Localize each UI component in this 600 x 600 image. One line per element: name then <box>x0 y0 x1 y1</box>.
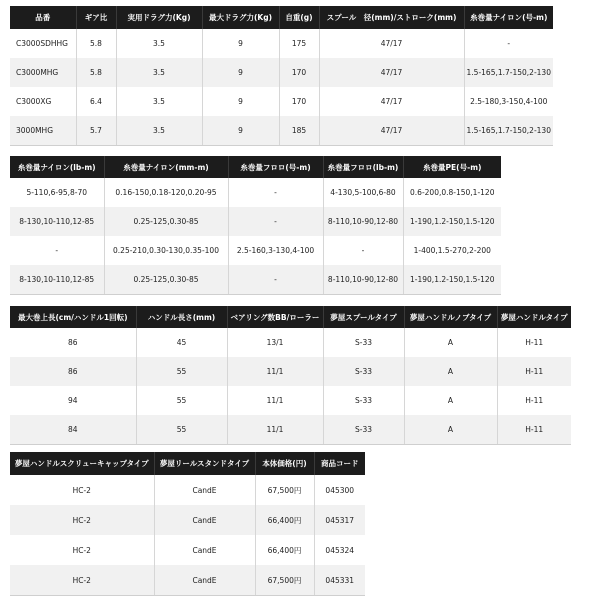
table-cell: 185 <box>279 116 319 146</box>
col-header-yumeya-knob: 夢屋ハンドルノブタイプ <box>404 306 497 328</box>
table-row <box>10 178 501 207</box>
table-row <box>10 357 571 386</box>
col-header-max-retrieve: 最大巻上長(cm/ハンドル1回転) <box>10 306 136 328</box>
col-header-nylon-go: 糸巻量ナイロン(号-m) <box>464 6 553 29</box>
table-cell: 5.7 <box>76 116 116 146</box>
table-cell: - <box>228 178 323 207</box>
table-cell: 47/17 <box>319 87 464 116</box>
table-cell: C3000MHG <box>10 58 76 87</box>
table-cell: HC-2 <box>10 535 154 565</box>
col-header-product-code: 商品コード <box>314 452 365 475</box>
table-cell: 11/1 <box>227 357 323 386</box>
table-cell: HC-2 <box>10 505 154 535</box>
table-cell: A <box>404 328 497 357</box>
table-cell: 045324 <box>325 545 355 555</box>
table-cell: CandE <box>154 535 255 565</box>
table-cell: 67,500円 <box>255 565 314 596</box>
table-cell: 0.25-125,0.30-85 <box>104 207 228 236</box>
table-cell: 1-190,1.2-150,1.5-120 <box>403 265 501 295</box>
table-row <box>10 328 571 357</box>
spec-table-3-header <box>10 306 571 328</box>
spec-table-4-header <box>10 452 365 475</box>
col-header-nylon-mm: 糸巻量ナイロン(mm-m) <box>104 156 228 178</box>
table-cell: 0.16-150,0.18-120,0.20-95 <box>104 178 228 207</box>
table-cell: 5.8 <box>76 58 116 87</box>
col-header-nylon-lb: 糸巻量ナイロン(lb-m) <box>10 156 104 178</box>
table-cell: 3000MHG <box>10 116 76 146</box>
table-cell: 11/1 <box>227 386 323 415</box>
spec-table-2 <box>10 156 501 295</box>
table-cell: C3000SDHHG <box>10 29 76 58</box>
table-cell: 11/1 <box>227 415 323 445</box>
table-cell: 55 <box>136 357 227 386</box>
table-cell: 1.5-165,1.7-150,2-130 <box>464 116 553 146</box>
table-row <box>10 415 571 445</box>
table-cell: 170 <box>279 58 319 87</box>
table-cell: CandE <box>154 565 255 596</box>
table-cell: - <box>507 39 511 48</box>
table-cell: 47/17 <box>319 116 464 146</box>
table-row <box>10 236 501 265</box>
table-row <box>10 535 365 565</box>
table-cell: 66,400円 <box>255 505 314 535</box>
table-cell: 9 <box>202 29 279 58</box>
table-cell: 3.5 <box>116 29 202 58</box>
table-cell: 67,500円 <box>255 475 314 505</box>
col-header-spool-size: スプール 径(mm)/ストローク(mm) <box>319 6 464 29</box>
table-cell: 55 <box>136 386 227 415</box>
col-header-price: 本体価格(円) <box>255 452 314 475</box>
col-header-weight: 自重(g) <box>279 6 319 29</box>
table-cell: 66,400円 <box>255 535 314 565</box>
table-cell: 2.5-160,3-130,4-100 <box>228 236 323 265</box>
col-header-fluoro-go: 糸巻量フロロ(号-m) <box>228 156 323 178</box>
col-header-bearings: ベアリング数BB/ローラー <box>227 306 323 328</box>
table-cell: 9 <box>202 87 279 116</box>
table-cell: 8-130,10-110,12-85 <box>10 207 104 236</box>
table-cell: H-11 <box>525 396 544 405</box>
table-cell: 3.5 <box>116 58 202 87</box>
table-cell: 47/17 <box>319 58 464 87</box>
table-cell: 45 <box>136 328 227 357</box>
table-cell: 3.5 <box>116 116 202 146</box>
table-cell: 045331 <box>314 565 365 596</box>
spec-table-2-header <box>10 156 501 178</box>
table-cell: S-33 <box>323 415 404 445</box>
spec-table-1 <box>10 6 553 146</box>
table-cell: C3000XG <box>10 87 76 116</box>
table-cell: 1-190,1.2-150,1.5-120 <box>403 207 501 236</box>
table-cell: 86 <box>10 328 136 357</box>
table-row <box>10 475 365 505</box>
table-cell: - <box>323 236 403 265</box>
table-cell: 94 <box>10 386 136 415</box>
table-cell: 8-130,10-110,12-85 <box>10 265 104 295</box>
col-header-practical-drag: 実用ドラグ力(Kg) <box>116 6 202 29</box>
col-header-fluoro-lb: 糸巻量フロロ(lb-m) <box>323 156 403 178</box>
table-cell: 175 <box>279 29 319 58</box>
table-row <box>10 265 501 295</box>
col-header-model: 品番 <box>10 6 76 29</box>
table-row <box>10 386 571 415</box>
col-header-reel-stand: 夢屋リールスタンドタイプ <box>154 452 255 475</box>
col-header-yumeya-spool: 夢屋スプールタイプ <box>323 306 404 328</box>
table-cell: 86 <box>10 357 136 386</box>
table-cell: 55 <box>136 415 227 445</box>
table-cell: A <box>404 386 497 415</box>
table-cell: 170 <box>279 87 319 116</box>
table-cell: 045317 <box>314 505 365 535</box>
table-cell: 0.6-200,0.8-150,1-120 <box>410 188 495 197</box>
table-cell: H-11 <box>497 357 571 386</box>
spec-table-1-header <box>10 6 553 29</box>
table-cell: S-33 <box>323 386 404 415</box>
table-row <box>10 29 553 58</box>
table-cell: 045300 <box>325 485 355 495</box>
table-row <box>10 565 365 596</box>
table-row <box>10 207 501 236</box>
table-cell: HC-2 <box>10 475 154 505</box>
col-header-max-drag: 最大ドラグ力(Kg) <box>202 6 279 29</box>
table-cell: 2.5-180,3-150,4-100 <box>470 97 548 106</box>
table-cell: - <box>228 265 323 295</box>
table-cell: 0.25-125,0.30-85 <box>104 265 228 295</box>
table-cell: S-33 <box>323 357 404 386</box>
table-cell: S-33 <box>323 328 404 357</box>
table-cell: A <box>404 357 497 386</box>
table-cell: 9 <box>202 58 279 87</box>
table-cell: 8-110,10-90,12-80 <box>323 265 403 295</box>
table-cell: - <box>228 207 323 236</box>
table-cell: 5-110,6-95,8-70 <box>10 178 104 207</box>
table-cell: 9 <box>202 116 279 146</box>
col-header-screw-cap: 夢屋ハンドルスクリューキャップタイプ <box>10 452 154 475</box>
table-cell: 5.8 <box>76 29 116 58</box>
table-row <box>10 116 553 146</box>
table-cell: 1-400,1.5-270,2-200 <box>413 246 491 255</box>
col-header-yumeya-handle: 夢屋ハンドルタイプ <box>497 306 571 328</box>
spec-table-3 <box>10 306 571 445</box>
col-header-handle-length: ハンドル長さ(mm) <box>136 306 227 328</box>
table-cell: 47/17 <box>319 29 464 58</box>
table-cell: CandE <box>154 505 255 535</box>
table-cell: H-11 <box>525 338 544 347</box>
table-cell: 1.5-165,1.7-150,2-130 <box>464 58 553 87</box>
spec-table-4 <box>10 452 365 596</box>
table-cell: H-11 <box>497 415 571 445</box>
table-cell: A <box>404 415 497 445</box>
col-header-gear-ratio: ギア比 <box>76 6 116 29</box>
table-row <box>10 58 553 87</box>
table-cell: 3.5 <box>116 87 202 116</box>
table-cell: - <box>10 236 104 265</box>
table-row <box>10 87 553 116</box>
table-cell: 0.25-210,0.30-130,0.35-100 <box>104 236 228 265</box>
table-cell: 4-130,5-100,6-80 <box>323 178 403 207</box>
table-cell: 6.4 <box>76 87 116 116</box>
table-cell: CandE <box>154 475 255 505</box>
col-header-pe-go: 糸巻量PE(号-m) <box>403 156 501 178</box>
table-cell: HC-2 <box>10 565 154 596</box>
table-cell: 13/1 <box>227 328 323 357</box>
table-row <box>10 505 365 535</box>
table-cell: 84 <box>10 415 136 445</box>
table-cell: 8-110,10-90,12-80 <box>323 207 403 236</box>
